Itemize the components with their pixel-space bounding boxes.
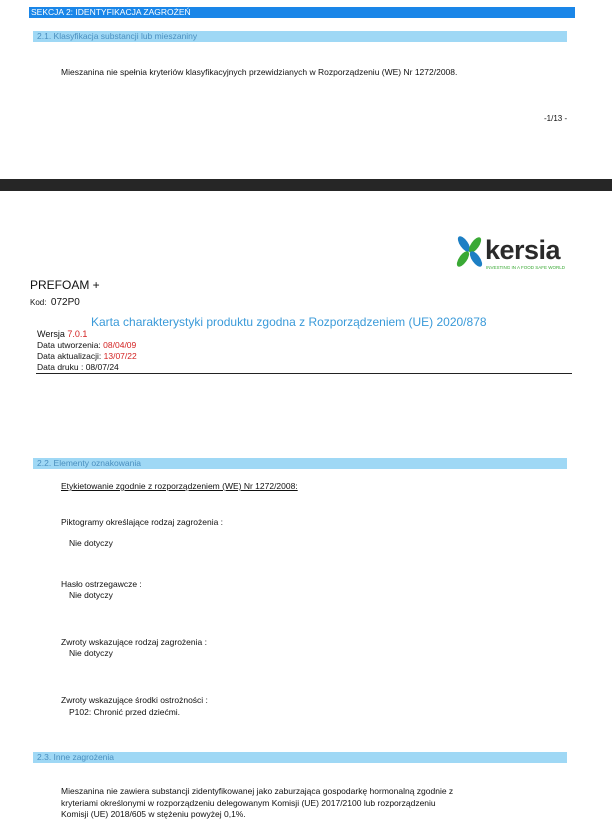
print-label: Data druku :: [37, 362, 84, 372]
hazard-statements-value: Nie dotyczy: [69, 648, 113, 658]
document-title: Karta charakterystyki produktu zgodna z Rozporządzeniem (UE) 2020/878: [91, 315, 487, 329]
logo-wordmark: kersia: [485, 235, 561, 265]
signal-word-label: Hasło ostrzegawcze :: [61, 579, 142, 589]
code-label: Kod:: [30, 298, 47, 307]
code-value: 072P0: [50, 297, 80, 308]
other-hazards-line-3: Komisji (UE) 2018/605 w stężeniu powyżej 0,1%.: [61, 809, 246, 819]
page-number: -1/13 -: [544, 114, 568, 123]
other-hazards-line-1: Mieszanina nie zawiera substancji zidentyfikowanej jako zaburzająca gospodarkę hormonalną zgodnie z: [61, 786, 454, 796]
updated-line: [37, 351, 137, 362]
product-name: PREFOAM +: [30, 278, 100, 292]
created-label: Data utworzenia:: [37, 340, 101, 350]
subsection-2-1-bar: 2.1. Klasyfikacja substancji lub mieszaniny: [33, 31, 567, 42]
precautionary-statements-label: Zwroty wskazujące środki ostrożności :: [61, 695, 208, 705]
labelling-heading: Etykietowanie zgodnie z rozporządzeniem (WE) Nr 1272/2008:: [61, 481, 298, 491]
kersia-leaf-icon: [452, 234, 488, 270]
signal-word-value: Nie dotyczy: [69, 590, 113, 600]
version-value: 7.0.1: [67, 329, 88, 339]
logo-tagline: INVESTING IN A FOOD SAFE WORLD: [486, 265, 566, 270]
created-line: [37, 340, 136, 351]
section-2-title-bar: SEKCJA 2: IDENTYFIKACJA ZAGROŻEŃ: [29, 7, 575, 18]
classification-text: Mieszanina nie spełnia kryteriów klasyfikacyjnych przewidzianych w Rozporządzeniu (WE) Nr 1272/2008.: [61, 67, 458, 77]
kersia-logo: [452, 234, 576, 274]
updated-label: Data aktualizacji:: [37, 351, 102, 361]
pictograms-label: Piktogramy określające rodzaj zagrożenia :: [61, 517, 224, 527]
updated-value: 13/07/22: [103, 351, 137, 361]
version-label: Wersja: [37, 329, 65, 339]
hazard-statements-label: Zwroty wskazujące rodzaj zagrożenia :: [61, 637, 207, 647]
print-line: [37, 362, 119, 373]
header-divider: [36, 373, 572, 374]
subsection-2-3-bar: 2.3. Inne zagrożenia: [33, 752, 567, 763]
subsection-2-2-bar: 2.2. Elementy oznakowania: [33, 458, 567, 469]
created-value: 08/04/09: [103, 340, 137, 350]
other-hazards-line-2: kryteriami określonymi w rozporządzeniu delegowanym Komisji (UE) 2017/2100 lub rozporządzeniu: [61, 798, 436, 808]
precautionary-statements-value: P102: Chronić przed dziećmi.: [69, 707, 181, 717]
version-line: [37, 329, 87, 340]
product-code: [30, 292, 80, 310]
page-break: [0, 179, 612, 191]
pictograms-value: Nie dotyczy: [69, 538, 113, 548]
print-value: 08/07/24: [85, 362, 119, 372]
